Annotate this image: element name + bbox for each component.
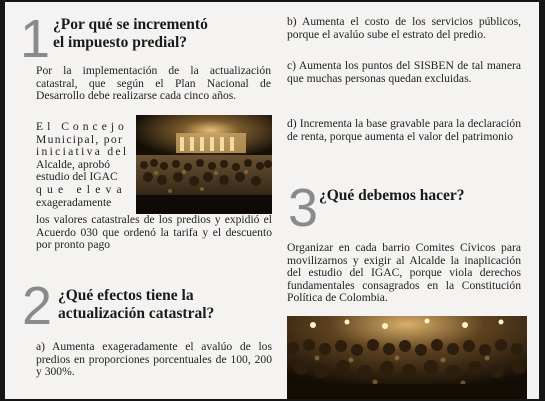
para2-line-7: exageradamente xyxy=(36,195,112,209)
section-1-number: 1 xyxy=(20,9,51,69)
crowd-photo-plaza xyxy=(136,115,272,214)
section-1-paragraph-2-wrapped xyxy=(36,121,136,209)
option-d: d) Incrementa la base gravable para la declaración de renta, porque aumenta el valor del patrimonio xyxy=(287,117,521,143)
option-b: b) Aumenta el costo de los servicios públicos, porque el avalúo sube el estrato del predio. xyxy=(287,15,521,41)
section-1-paragraph-2-continued: los valores catastrales de los predios y expidió el Acuerdo 030 que ordenó la tarifa y el descuento por pronto pago xyxy=(36,213,272,252)
para2-line-5: estudio del IGAC xyxy=(36,170,118,184)
section-3-paragraph: Organizar en cada barrio Comites Cívicos para movilizarnos y exigir al Alcalde la inaplicación del estudio del IGAC, porque viola derechos fundamentales consagrados en la Constitución Política de Colombia. xyxy=(287,241,521,305)
para2-line-6: que eleva xyxy=(36,182,127,196)
section-3-heading: ¿Qué debemos hacer? xyxy=(319,187,465,204)
para2-line-1: El Concejo xyxy=(36,120,128,133)
crowd-photo-plaza-image xyxy=(136,115,272,214)
section-3-number: 3 xyxy=(288,178,319,238)
para2-line-4: Alcalde, aprobó xyxy=(36,157,111,171)
section-1-heading-line2: el impuesto predial? xyxy=(53,34,188,51)
crowd-photo-lights-image xyxy=(287,316,527,399)
crowd-photo-lights xyxy=(287,316,527,399)
option-c: c) Aumenta los puntos del SISBEN de tal manera que muchas personas quedan excluidas. xyxy=(287,59,521,85)
section-1-paragraph-1: Por la implementación de la actualización catastral, que según el Plan Nacional de Desarrollo debe realizarse cada cinco años. xyxy=(36,64,271,103)
para2-line-3: iniciativa del xyxy=(36,145,129,159)
section-2-heading xyxy=(58,287,278,323)
section-1-heading xyxy=(53,16,283,52)
para2-line-2: Municipal, por xyxy=(36,132,124,146)
section-2-paragraph: a) Aumenta exageradamente el avalúo de los predios en proporciones porcentuales de 100, 200 y 300%. xyxy=(36,340,272,379)
document-page xyxy=(5,2,539,399)
section-2-heading-line1: ¿Qué efectos tiene la xyxy=(58,287,194,304)
section-2-number: 2 xyxy=(22,276,53,336)
section-1-heading-line1: ¿Por qué se incrementó xyxy=(53,16,208,33)
section-2-heading-line2: actualización catastral? xyxy=(58,305,215,322)
